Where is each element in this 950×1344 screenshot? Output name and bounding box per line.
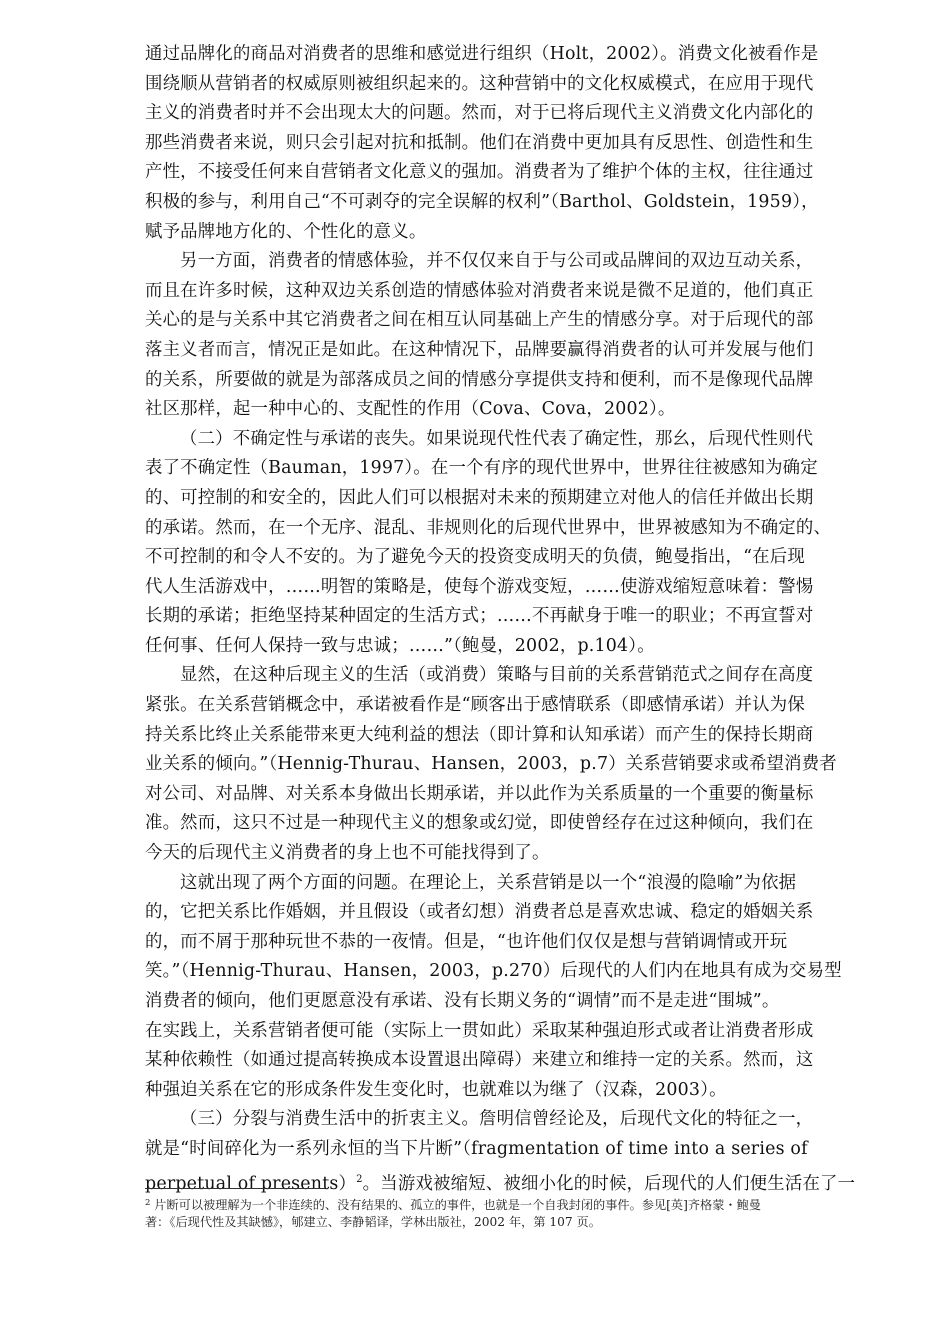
text-line: 落主义者而言，情况正是如此。在这种情况下，品牌要赢得消费者的认可并发展与他们 [145,339,814,360]
text-line: 的，它把关系比作婚姻，并且假设（或者幻想）消费者总是喜欢忠诚、稳定的婚姻关系 [145,902,814,923]
text-line [145,1165,880,1195]
text-line: 对公司、对品牌、对关系本身做出长期承诺，并以此作为关系质量的一个重要的衡量标 [145,783,814,804]
text-line: （三）分裂与消费生活中的折衷主义。詹明信曾经论及，后现代文化的特征之一， [180,1109,814,1130]
text-line: 社区那样，起一种中心的、支配性的作用（Cova、Cova，2002）。 [145,399,676,420]
text-line: 持关系比终止关系能带来更大纯利益的想法（即计算和认知承诺）而产生的保持长期商 [145,724,814,745]
text-line: 赋予品牌地方化的、个性化的意义。 [145,221,427,242]
text-line: 不可控制的和令人不安的。为了避免今天的投资变成明天的负债，鲍曼指出，“在后现 [145,547,805,568]
text-line: 的、可控制的和安全的，因此人们可以根据对未来的预期建立对他人的信任并做出长期 [145,487,814,508]
footnote-line [145,1194,885,1213]
text-line: 种强迫关系在它的形成条件发生变化时，也就难以为继了（汉森，2003）。 [145,1079,727,1100]
footnotes [145,1194,885,1232]
text-line: 主义的消费者时并不会出现太大的问题。然而，对于已将后现代主义消费文化内部化的 [145,103,814,124]
text-line: 代人生活游戏中，……明智的策略是，使每个游戏变短，……使游戏缩短意味着：警惕 [145,576,814,597]
text-line: 紧张。在关系营销概念中，承诺被看作是“顾客出于感情联系（即感情承诺）并认为保 [145,695,805,716]
text-line: 的承诺。然而，在一个无序、混乱、非规则化的后现代世界中，世界被感知为不确定的、 [145,517,832,538]
text-line: 这就出现了两个方面的问题。在理论上，关系营销是以一个“浪漫的隐喻”为依据 [180,872,797,893]
text-line: 准。然而，这只不过是一种现代主义的想象或幻觉，即使曾经存在过这种倾向，我们在 [145,813,814,834]
paragraph [145,1105,880,1194]
text-line: 那些消费者来说，则只会引起对抗和抵制。他们在消费中更加具有反思性、创造性和生 [145,132,814,153]
footnote-text: 著：《后现代性及其缺憾》，郇建立、李静韬译，学林出版社，2002 年，第 107 页。 [145,1215,601,1229]
paragraph [145,661,880,868]
text-line: 通过品牌化的商品对消费者的思维和感觉进行组织（Holt，2002）。消费文化被看作是 [145,44,819,64]
text-fragment: perpetual of presents） [145,1173,357,1194]
text-line: 积极的参与，利用自己“不可剥夺的完全误解的权利”（Barthol、Goldstein，1959）， [145,191,819,212]
paragraph [145,425,880,662]
text-line: 笑。”（Hennig-Thurau、Hansen，2003，p.270）后现代的人们内在地具有成为交易型 [145,961,842,982]
footnote-separator [145,1188,325,1189]
text-line: 任何事、任何人保持一致与忠诚；……”（鲍曼，2002，p.104）。 [145,635,655,656]
footnote-mark: 2 [145,1198,151,1208]
text-line: 的，而不屑于那种玩世不恭的一夜情。但是，“也许他们仅仅是想与营销调情或开玩 [145,931,788,952]
text-line: 消费者的倾向，他们更愿意没有承诺、没有长期义务的“调情”而不是走进“围城”。 [145,991,780,1011]
paragraph [145,40,880,247]
text-line: 围绕顺从营销者的权威原则被组织起来的。这种营销中的文化权威模式，在应用于现代 [145,73,814,94]
text-line: （二）不确定性与承诺的丧失。如果说现代性代表了确定性，那幺，后现代性则代 [180,428,814,449]
text-line: 另一方面，消费者的情感体验，并不仅仅来自于与公司或品牌间的双边互动关系， [180,251,814,272]
footnote-text: 片断可以被理解为一个非连续的、没有结果的、孤立的事件，也就是一个自我封闭的事件。参见[英]齐格蒙・鲍曼 [154,1198,761,1212]
text-line: 产性，不接受任何来自营销者文化意义的强加。消费者为了维护个体的主权，往往通过 [145,162,814,183]
text-line: 今天的后现代主义消费者的身上也不可能找得到了。 [145,843,550,864]
text-line: 某种依赖性（如通过提高转换成本设置退出障碍）来建立和维持一定的关系。然而，这 [145,1050,814,1071]
text-line: 的关系，所要做的就是为部落成员之间的情感分享提供支持和便利，而不是像现代品牌 [145,369,814,390]
footnote-line [145,1213,885,1232]
paragraph [145,247,880,425]
text-line: 显然，在这种后现主义的生活（或消费）策略与目前的关系营销范式之间存在高度 [180,665,814,686]
document-body [145,40,880,1194]
text-line: 关心的是与关系中其它消费者之间在相互认同基础上产生的情感分享。对于后现代的部 [145,310,814,331]
paragraph [145,869,880,1106]
text-line: 长期的承诺；拒绝坚持某种固定的生活方式；……不再献身于唯一的职业；不再宣誓对 [145,606,814,627]
text-line: 表了不确定性（Bauman，1997）。在一个有序的现代世界中，世界往往被感知为确定 [145,458,818,479]
text-line: 就是“时间碎化为一系列永恒的当下片断”（fragmentation of time into a series of [145,1138,808,1159]
text-line: 在实践上，关系营销者便可能（实际上一贯如此）采取某种强迫形式或者让消费者形成 [145,1020,814,1041]
text-fragment: 。当游戏被缩短、被细小化的时候，后现代的人们便生活在了一 [362,1173,856,1194]
footnote-reference[interactable]: 2 [356,1173,363,1185]
text-line: 业关系的倾向。”（Hennig-Thurau、Hansen，2003，p.7）关系营销要求或希望消费者 [145,754,837,775]
text-line: 而且在许多时候，这种双边关系创造的情感体验对消费者来说是微不足道的，他们真正 [145,280,814,301]
